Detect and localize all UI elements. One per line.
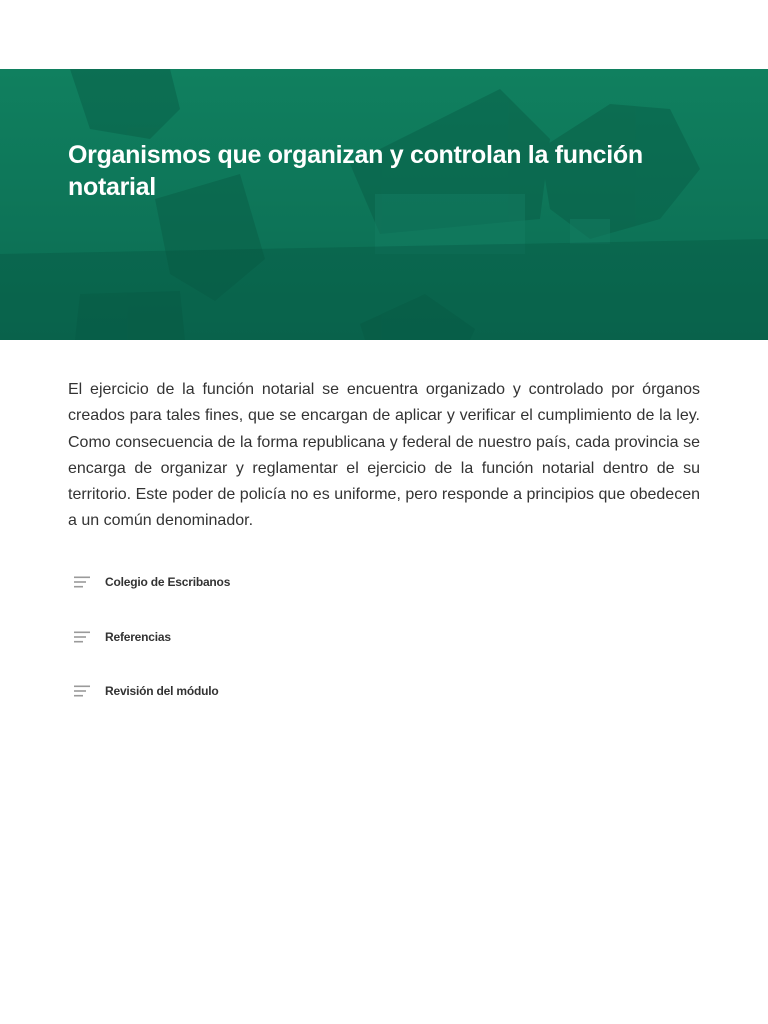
intro-paragraph: El ejercicio de la función notarial se encuentra organizado y controlado por órganos creados para tales fines, que se encargan de aplicar y verificar el cumplimiento de la ley. Como consecuencia de la forma republicana y federal de nuestro país, cada provincia se encarga de organizar y reglamentar el ejercicio de la función notarial dentro de su territorio. Este poder de policía no es uniforme, pero responde a principios que obedecen a un común denominador. [68,381,700,530]
module-contents-list [68,560,700,724]
toc-item-referencias[interactable] [68,615,700,670]
toc-item-label: Revisión del módulo [105,684,219,698]
toc-item-label: Colegio de Escribanos [105,575,231,589]
toc-item-colegio-de-escribanos[interactable] [68,560,700,615]
list-lines-icon [68,669,105,713]
hero-banner [0,69,768,340]
hero-background-image [0,69,768,340]
toc-item-label: Referencias [105,629,171,644]
page-title: Organismos que organizan y controlan la función notarial [68,141,643,201]
list-lines-icon [68,615,105,659]
toc-item-revision-del-modulo[interactable] [68,669,700,724]
list-lines-icon [68,560,105,604]
